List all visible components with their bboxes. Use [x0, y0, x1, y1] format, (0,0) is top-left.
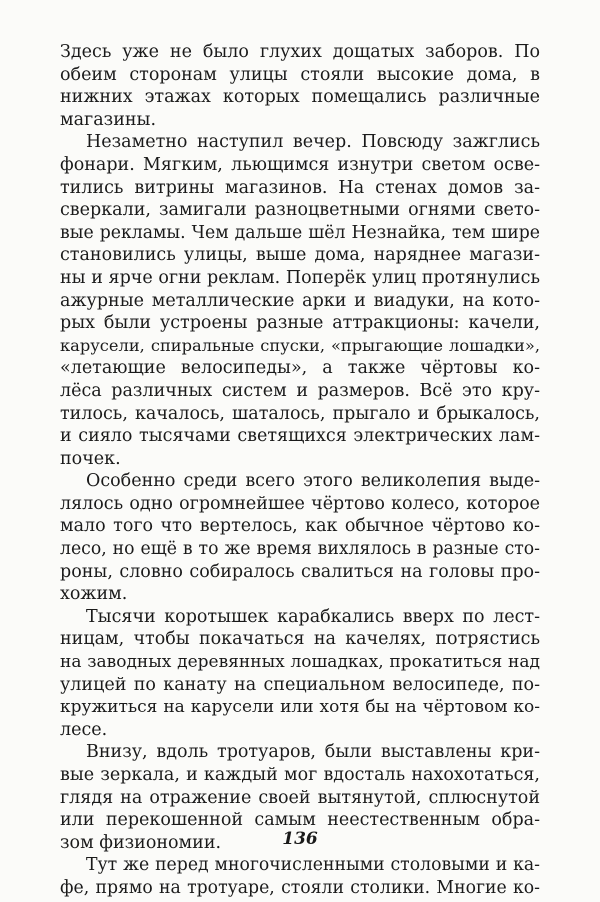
text-line: сверкали, замигали разноцветными огнями свето-	[60, 200, 540, 221]
paragraph	[60, 854, 540, 899]
text-line: рых были устроены разные аттракционы: качели,	[60, 313, 540, 334]
paragraph	[60, 131, 540, 470]
text-line: Тут же перед многочисленными столовыми и ка-	[86, 855, 540, 876]
text-line: ны и ярче огни реклам. Поперёк улиц протянулись	[60, 267, 540, 288]
text-line: магазины.	[60, 109, 157, 130]
text-line: мало того что вертелось, как обычное чёртово ко-	[60, 516, 540, 537]
text-line: лялось одно огромнейшее чёртово колесо, которое	[60, 493, 540, 514]
text-line: фе, прямо на тротуаре, стояли столики. Многие ко-	[60, 877, 540, 898]
text-line: вые зеркала, и каждый мог вдосталь нахохотаться,	[60, 765, 540, 785]
text-line: зом физиономии.	[60, 832, 222, 853]
text-line: почек.	[60, 448, 121, 469]
text-line: ажурные металлические арки и виадуки, на кото-	[60, 290, 540, 311]
text-line: роны, словно собиралось свалиться на головы про-	[60, 561, 540, 582]
text-line: Особенно среди всего этого великолепия выде-	[86, 471, 540, 492]
paragraph	[60, 606, 540, 742]
body-text	[60, 41, 540, 900]
text-line: тилось, качалось, шаталось, прыгало и брыкалось,	[60, 403, 540, 424]
text-line: «летающие велосипеды», а также чёртовы ко-	[60, 358, 540, 379]
text-line: улицей по канату на специальном велосипеде, по-	[60, 674, 540, 695]
text-line: кружиться на карусели или хотя бы на чёртовом ко-	[60, 697, 540, 718]
text-line: лесо, но ещё в то же время вихлялось в разные сто-	[60, 539, 540, 560]
text-line: обеим сторонам улицы стояли высокие дома, в	[60, 64, 540, 85]
text-line: фонари. Мягким, льющимся изнутри светом осве-	[60, 154, 540, 175]
text-line: Тысячи коротышек карабкались вверх по лест-	[86, 606, 540, 627]
text-line: Здесь уже не было глухих дощатых заборов. По	[60, 42, 540, 62]
text-line: Незаметно наступил вечер. Повсюду зажглись	[86, 132, 540, 153]
text-line: тились витрины магазинов. На стенах домов за-	[60, 177, 540, 198]
text-line: хожим.	[60, 584, 128, 605]
text-line: и сияло тысячами светящихся электрических лам-	[60, 426, 540, 447]
text-line: вые рекламы. Чем дальше шёл Незнайка, тем шире	[60, 222, 540, 243]
text-line: карусели, спиральные спуски, «прыгающие лошадки»,	[60, 335, 540, 355]
text-line: нижних этажах которых помещались различные	[60, 87, 540, 108]
text-line: лёса различных систем и размеров. Всё это кру-	[60, 380, 540, 401]
text-line: глядя на отражение своей вытянутой, сплюснутой	[60, 787, 540, 808]
text-line: ницам, чтобы покачаться на качелях, потрястись	[60, 629, 540, 650]
text-line: лесе.	[60, 719, 108, 740]
paragraph	[60, 41, 540, 131]
text-line: Внизу, вдоль тротуаров, были выставлены кри-	[86, 742, 540, 763]
text-line: на заводных деревянных лошадках, прокатиться над	[60, 652, 540, 673]
page-number: 136	[282, 829, 318, 849]
paragraph	[60, 470, 540, 606]
text-line: становились улицы, выше дома, наряднее магази-	[60, 245, 540, 266]
text-line: или перекошенной самым неестественным обра-	[60, 810, 540, 831]
